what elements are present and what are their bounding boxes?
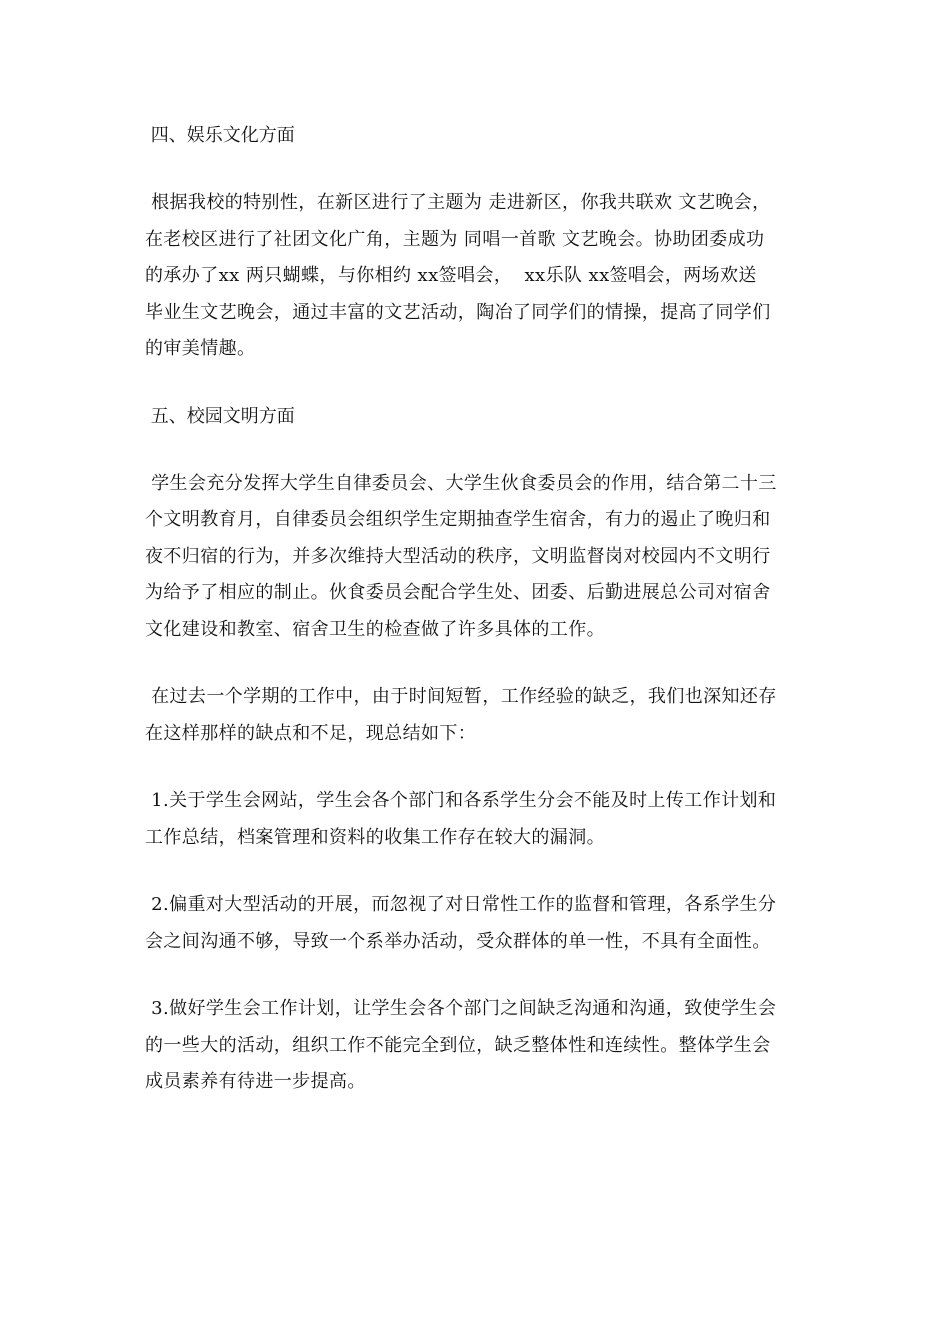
text-line: 在这样那样的缺点和不足，现总结如下：	[145, 722, 477, 744]
text-line: 2.偏重对大型活动的开展，而忽视了对日常性工作的监督和管理，各系学生分	[145, 894, 777, 915]
section-heading: 五、校园文明方面	[145, 405, 295, 427]
text-line: 根据我校的特别性，在新区进行了主题为 走进新区，你我共联欢 文艺晚会，	[145, 192, 771, 213]
paragraph	[145, 466, 810, 649]
text-line: 会之间沟通不够，导致一个系举办活动，受众群体的单一性，不具有全面性。	[145, 930, 771, 952]
paragraph	[145, 783, 810, 856]
text-line: 个文明教育月，自律委员会组织学生定期抽查学生宿舍，有力的遏止了晚归和	[145, 509, 771, 530]
text-line: 夜不归宿的行为，并多次维持大型活动的秩序，文明监督岗对校园内不文明行	[145, 545, 771, 567]
paragraph	[145, 991, 810, 1101]
text-line: 在过去一个学期的工作中，由于时间短暂，工作经验的缺乏，我们也深知还存	[145, 686, 777, 707]
text-line: 3.做好学生会工作计划，让学生会各个部门之间缺乏沟通和沟通，致使学生会	[145, 998, 777, 1019]
paragraph	[145, 185, 810, 368]
text-line: 的审美情趣。	[145, 338, 256, 359]
text-line: 文化建设和教室、宿舍卫生的检查做了许多具体的工作。	[145, 618, 605, 640]
text-line: 1.关于学生会网站，学生会各个部门和各系学生分会不能及时上传工作计划和	[145, 790, 777, 811]
paragraph	[145, 887, 810, 960]
text-line: 为给予了相应的制止。伙食委员会配合学生处、团委、后勤进展总公司对宿舍	[145, 582, 771, 603]
text-line: 毕业生文艺晚会，通过丰富的文艺活动，陶冶了同学们的情操，提高了同学们	[145, 301, 771, 323]
text-line: 在老校区进行了社团文化广角，主题为 同唱一首歌 文艺晚会。协助团委成功	[145, 228, 765, 250]
paragraph	[145, 679, 810, 752]
document-page	[145, 118, 810, 1132]
section-heading: 四、娱乐文化方面	[145, 125, 295, 146]
text-line: 工作总结，档案管理和资料的收集工作存在较大的漏洞。	[145, 826, 605, 848]
text-line: 成员素养有待进一步提高。	[145, 1071, 366, 1092]
text-line: 的一些大的活动，组织工作不能完全到位，缺乏整体性和连续性。整体学生会	[145, 1034, 771, 1056]
text-line: 学生会充分发挥大学生自律委员会、大学生伙食委员会的作用，结合第二十三	[145, 472, 777, 494]
text-line: 的承办了xx 两只蝴蝶，与你相约 xx签唱会， xx乐队 xx签唱会，两场欢送	[145, 265, 757, 286]
